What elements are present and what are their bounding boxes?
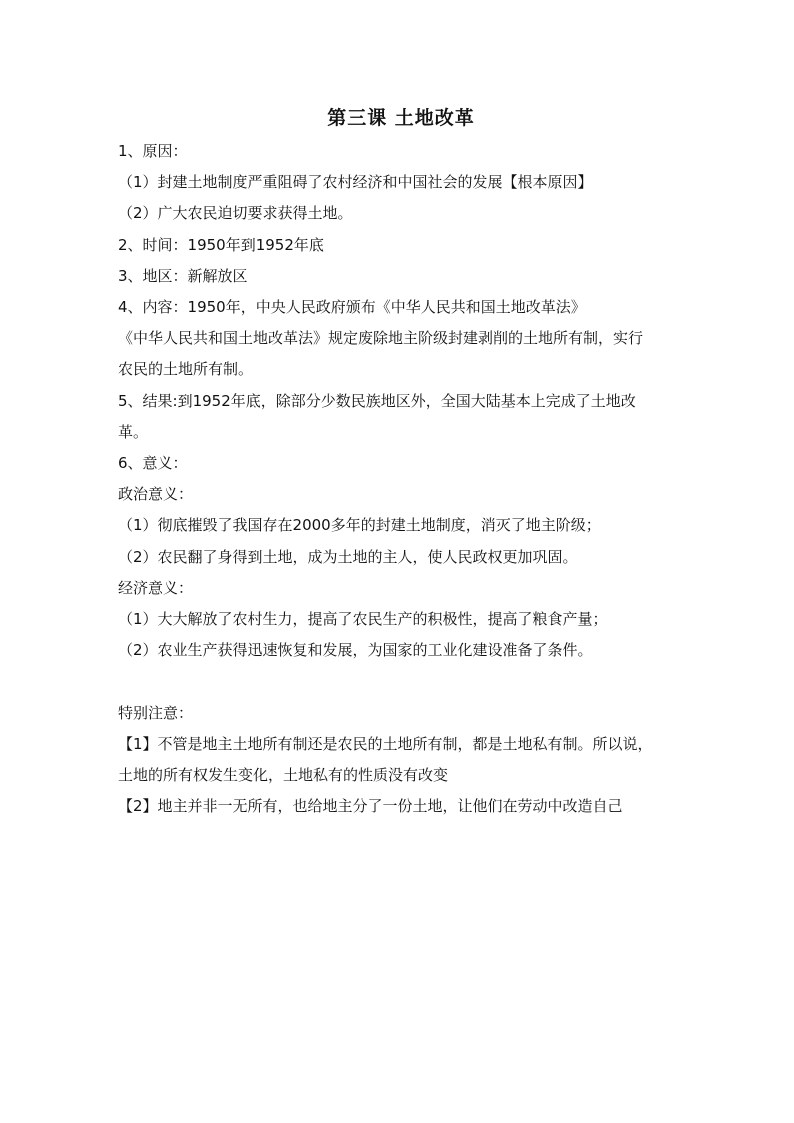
special-note-heading: 特别注意： [118, 703, 194, 722]
cause-item-2: （2）广大农民迫切要求获得土地。 [118, 204, 353, 223]
cause-item-1: （1）封建土地制度严重阻碍了农村经济和中国社会的发展【根本原因】 [118, 173, 593, 192]
section-region: 3、地区：新解放区 [118, 266, 248, 285]
political-item-1: （1）彻底摧毁了我国存在2000多年的封建土地制度，消灭了地主阶级； [118, 516, 601, 535]
section-content: 4、内容：1950年，中央人民政府颁布《中华人民共和国土地改革法》 [118, 298, 586, 317]
economic-item-1: （1）大大解放了农村生力，提高了农民生产的积极性，提高了粮食产量； [118, 610, 608, 629]
content-detail-line-2: 农民的土地所有制。 [118, 360, 254, 379]
document-body [118, 103, 684, 822]
content-detail-line-1: 《中华人民共和国土地改革法》规定废除地主阶级封建剥削的土地所有制，实行 [118, 329, 644, 348]
political-significance-heading: 政治意义： [118, 485, 194, 504]
section-result-line-2: 革。 [118, 422, 149, 441]
note-1-line-1: 【1】不管是地主土地所有制还是农民的土地所有制，都是土地私有制。所以说， [118, 734, 653, 753]
economic-significance-heading: 经济意义： [118, 578, 194, 597]
section-time: 2、时间：1950年到1952年底 [118, 235, 324, 254]
blank-spacer [118, 666, 684, 697]
economic-item-2: （2）农业生产获得迅速恢复和发展，为国家的工业化建设准备了条件。 [118, 641, 593, 660]
section-cause-heading: 1、原因： [118, 142, 188, 160]
note-2: 【2】地主并非一无所有，也给地主分了一份土地，让他们在劳动中改造自己 [118, 797, 623, 816]
section-result-line-1: 5、结果:到1952年底，除部分少数民族地区外，全国大陆基本上完成了土地改 [118, 391, 636, 410]
political-item-2: （2）农民翻了身得到土地，成为土地的主人，使人民政权更加巩固。 [118, 547, 578, 566]
page-title: 第三课 土地改革 [327, 107, 475, 129]
section-significance-heading: 6、意义： [118, 454, 188, 473]
note-1-line-2: 土地的所有权发生变化，土地私有的性质没有改变 [118, 766, 449, 785]
